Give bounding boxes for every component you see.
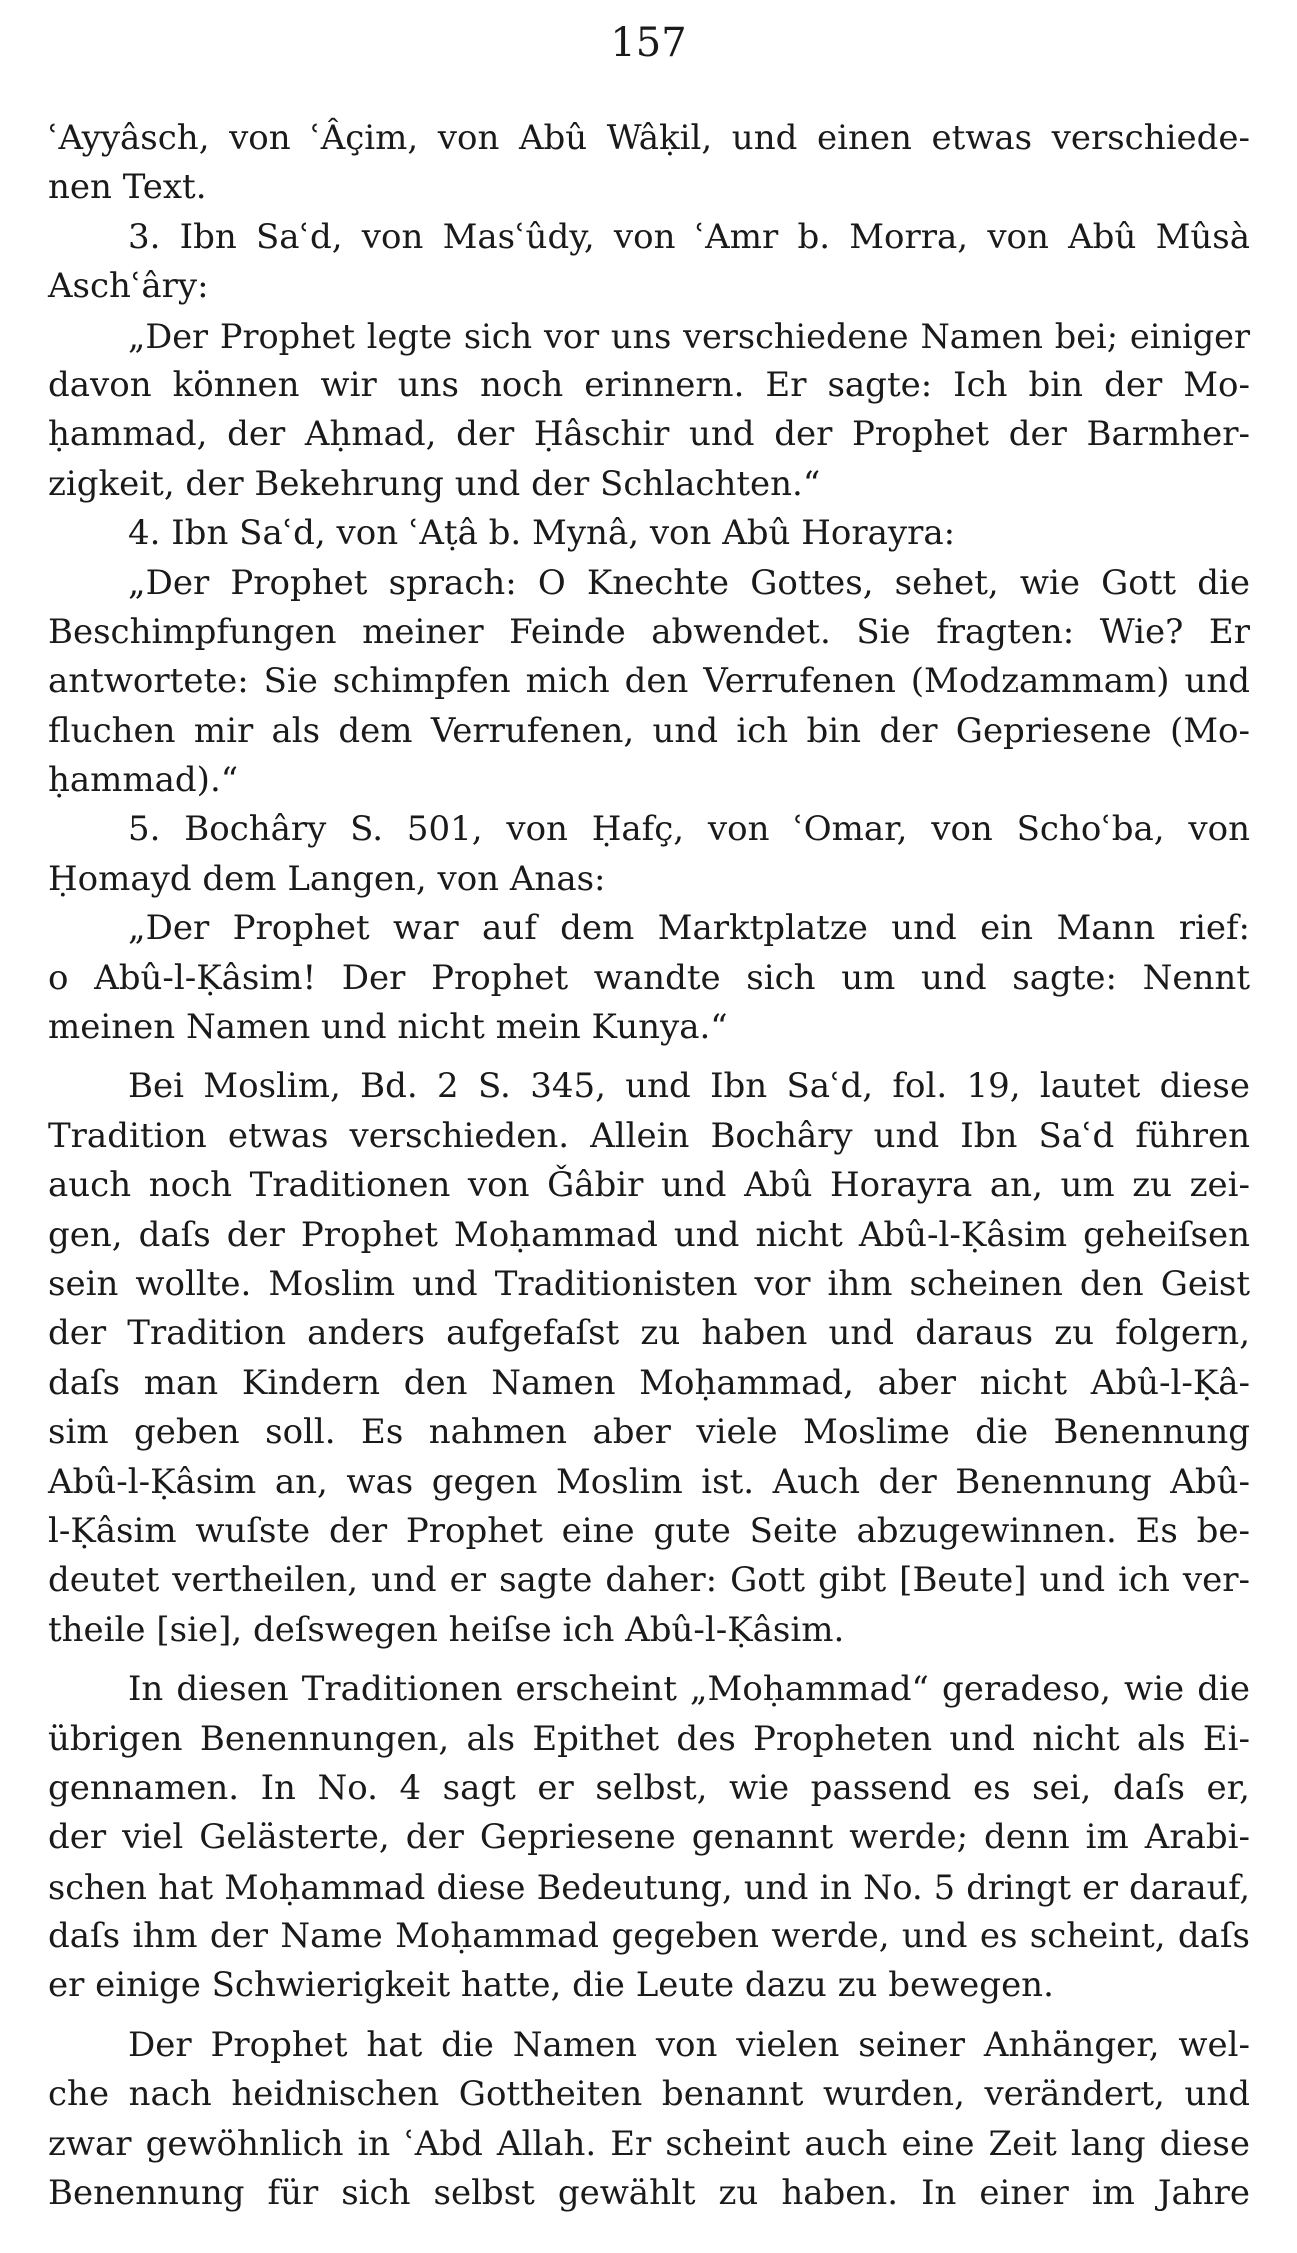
text-line: der Tradition anders aufgefaſst zu haben und daraus zu folgern, [48, 1313, 1250, 1354]
text-line: auch noch Traditionen von Ǧâbir und Abû Horayra an, um zu zei- [48, 1165, 1250, 1206]
text-line: Abû-l-Ḳâsim an, was gegen Moslim ist. Auch der Benennung Abû- [48, 1461, 1250, 1502]
text-line: Benennung für sich selbst gewählt zu haben. In einer im Jahre [48, 2173, 1250, 2214]
text-line: antwortete: Sie schimpfen mich den Verrufenen (Modzammam) und [48, 661, 1250, 702]
text-line: nen Text. [48, 167, 207, 208]
text-line: Bei Moslim, Bd. 2 S. 345, und Ibn Saʿd, fol. 19, lautet diese [128, 1066, 1250, 1107]
text-line: ʿAyyâsch, von ʿÂçim, von Abû Wâḳil, und einen etwas verschiede- [48, 118, 1250, 158]
text-line: theile [sie], deſswegen heiſse ich Abû-l-Ḳâsim. [48, 1609, 845, 1650]
text-line: „Der Prophet war auf dem Marktplatze und ein Mann rief: [128, 908, 1250, 949]
text-line: davon können wir uns noch erinnern. Er sagte: Ich bin der Mo- [48, 364, 1250, 405]
text-line: übrigen Benennungen, als Epithet des Propheten und nicht als Ei- [48, 1718, 1250, 1759]
text-line: Aschʿâry: [48, 266, 209, 307]
text-line: ḥammad).“ [48, 760, 239, 801]
text-line: sim geben soll. Es nahmen aber viele Moslime die Benennung [48, 1412, 1250, 1453]
text-line: zigkeit, der Bekehrung und der Schlachten.“ [48, 463, 821, 504]
body-text [48, 114, 1250, 2218]
text-line: daſs ihm der Name Moḥammad gegeben werde, und es scheint, daſs [48, 1916, 1250, 1957]
page-number: 157 [610, 20, 687, 66]
text-line: der viel Gelästerte, der Gepriesene genannt werde; denn im Arabi- [48, 1817, 1250, 1858]
text-line: zwar gewöhnlich in ʿAbd Allah. Er scheint auch eine Zeit lang diese [48, 2123, 1250, 2164]
text-line: Beschimpfungen meiner Feinde abwendet. Sie fragten: Wie? Er [48, 611, 1250, 652]
text-line: ḥammad, der Aḥmad, der Ḥâschir und der Prophet der Barmher- [48, 414, 1250, 455]
text-line: deutet vertheilen, und er sagte daher: Gott gibt [Beute] und ich ver- [48, 1560, 1250, 1601]
text-line: er einige Schwierigkeit hatte, die Leute dazu zu bewegen. [48, 1965, 1054, 2006]
text-line: o Abû-l-Ḳâsim! Der Prophet wandte sich um und sagte: Nennt [48, 957, 1250, 998]
text-line: sein wollte. Moslim und Traditionisten vor ihm scheinen den Geist [48, 1263, 1250, 1304]
text-line: „Der Prophet legte sich vor uns verschiedene Namen bei; einiger [128, 316, 1250, 356]
text-line: 4. Ibn Saʿd, von ʿAṭâ b. Mynâ, von Abû Horayra: [128, 513, 956, 554]
text-line: daſs man Kindern den Namen Moḥammad, aber nicht Abû-l-Ḳâ- [48, 1362, 1250, 1403]
text-line: l-Ḳâsim wuſste der Prophet eine gute Seite abzugewinnen. Es be- [48, 1510, 1250, 1551]
text-line: fluchen mir als dem Verrufenen, und ich bin der Gepriesene (Mo- [48, 710, 1250, 751]
text-line: 3. Ibn Saʿd, von Masʿûdy, von ʿAmr b. Morra, von Abû Mûsà [128, 216, 1250, 257]
text-line: gen, daſs der Prophet Moḥammad und nicht Abû-l-Ḳâsim geheiſsen [48, 1214, 1250, 1255]
text-line: Tradition etwas verschieden. Allein Bochâry und Ibn Saʿd führen [48, 1115, 1250, 1156]
text-line: schen hat Moḥammad diese Bedeutung, und in No. 5 dringt er darauf, [48, 1867, 1250, 1907]
text-line: 5. Bochâry S. 501, von Ḥafç, von ʿOmar, von Schoʿba, von [128, 809, 1250, 850]
text-line: Der Prophet hat die Namen von vielen seiner Anhänger, wel- [128, 2024, 1250, 2065]
text-line: che nach heidnischen Gottheiten benannt wurden, verändert, und [48, 2074, 1250, 2115]
text-line: „Der Prophet sprach: O Knechte Gottes, sehet, wie Gott die [128, 562, 1250, 603]
text-line: gennamen. In No. 4 sagt er selbst, wie passend es sei, daſs er, [48, 1767, 1250, 1808]
text-line: meinen Namen und nicht mein Kunya.“ [48, 1007, 728, 1048]
text-line: Ḥomayd dem Langen, von Anas: [48, 858, 606, 899]
text-line: In diesen Traditionen erscheint „Moḥammad“ geradeso, wie die [128, 1669, 1250, 1710]
